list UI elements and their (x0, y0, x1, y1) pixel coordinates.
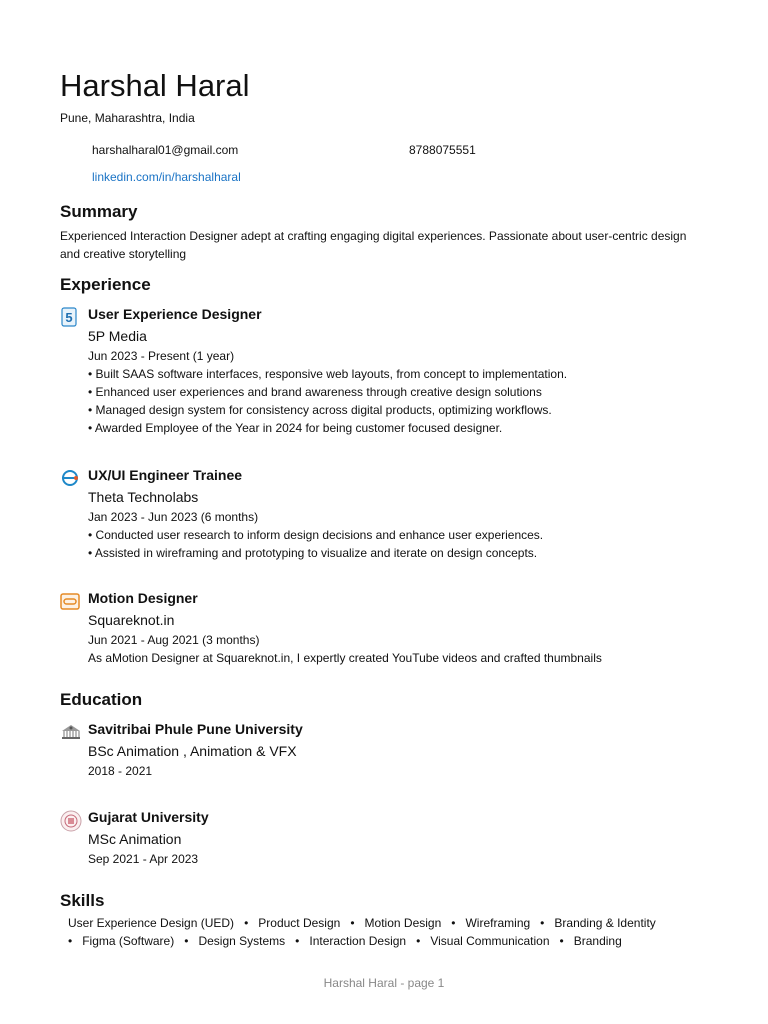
skills-row (68, 934, 622, 948)
company-name: 5P Media (88, 328, 147, 344)
job-title: Motion Designer (88, 590, 198, 606)
separator-dot: • (234, 916, 259, 930)
theta-technolabs-logo-icon (60, 468, 80, 488)
job-bullet: • Conducted user research to inform design decisions and enhance user experiences. (88, 528, 544, 542)
gujarat-university-logo-icon (60, 810, 80, 830)
job-dates: Jun 2023 - Present (1 year) (88, 349, 235, 363)
linkedin-link[interactable]: linkedin.com/in/harshalharal (92, 170, 241, 184)
separator-dot: • (340, 916, 365, 930)
job-bullet: • Enhanced user experiences and brand awareness through creative design solutions (88, 385, 542, 399)
separator-dot: • (549, 934, 574, 948)
summary-text: Experienced Interaction Designer adept at crafting engaging digital experiences. Passionate about user-centric design and creative storytelling (60, 229, 687, 261)
job-title: UX/UI Engineer Trainee (88, 467, 243, 483)
separator-dot: • (68, 934, 83, 948)
company-name: Squareknot.in (88, 612, 175, 628)
separator-dot: • (174, 934, 199, 948)
skill-item: Branding (573, 934, 622, 948)
skills-heading: Skills (60, 891, 105, 910)
email: harshalharal01@gmail.com (92, 143, 239, 157)
job-title: User Experience Designer (88, 306, 262, 322)
job-bullet: • Managed design system for consistency across digital products, optimizing workflows. (88, 403, 552, 417)
education-dates: 2018 - 2021 (88, 764, 153, 778)
job-bullet: • Assisted in wireframing and prototyping to visualize and iterate on design concepts. (88, 546, 538, 560)
candidate-name: Harshal Haral (60, 68, 250, 103)
skill-item: Product Design (258, 916, 341, 930)
separator-dot: • (285, 934, 310, 948)
job-description: As aMotion Designer at Squareknot.in, I expertly created YouTube videos and crafted thumbnails (88, 651, 602, 665)
separator-dot: • (441, 916, 466, 930)
skill-item: Wireframing (465, 916, 531, 930)
job-dates: Jun 2021 - Aug 2021 (3 months) (88, 633, 260, 647)
separator-dot: • (530, 916, 555, 930)
company-name: Theta Technolabs (88, 489, 199, 505)
phone: 8788075551 (409, 143, 476, 157)
skill-item: Design Systems (198, 934, 286, 948)
job-dates: Jan 2023 - Jun 2023 (6 months) (88, 510, 259, 524)
page-footer: Harshal Haral - page 1 (323, 976, 445, 990)
location: Pune, Maharashtra, India (60, 111, 195, 125)
job-bullet: • Built SAAS software interfaces, responsive web layouts, from concept to implementation. (88, 367, 568, 381)
separator-dot: • (406, 934, 431, 948)
skill-item: User Experience Design (UED) (68, 916, 235, 930)
svg-text:5: 5 (65, 310, 73, 325)
summary-heading: Summary (60, 202, 138, 221)
pune-university-logo-icon (60, 722, 80, 742)
skill-item: Interaction Design (309, 934, 407, 948)
school-name: Savitribai Phule Pune University (88, 721, 303, 737)
job-bullet: • Awarded Employee of the Year in 2024 for being customer focused designer. (88, 421, 503, 435)
squareknot-logo-icon (60, 591, 80, 611)
skill-item: Branding & Identity (554, 916, 656, 930)
skill-item: Motion Design (364, 916, 442, 930)
skill-item: Visual Communication (430, 934, 550, 948)
skill-item: Figma (Software) (82, 934, 175, 948)
degree: MSc Animation (88, 831, 182, 847)
skills-row (68, 916, 656, 930)
education-dates: Sep 2021 - Apr 2023 (88, 852, 199, 866)
experience-heading: Experience (60, 275, 151, 294)
school-name: Gujarat University (88, 809, 209, 825)
5p-media-logo-icon (60, 307, 80, 327)
education-heading: Education (60, 690, 143, 709)
degree: BSc Animation , Animation & VFX (88, 743, 297, 759)
